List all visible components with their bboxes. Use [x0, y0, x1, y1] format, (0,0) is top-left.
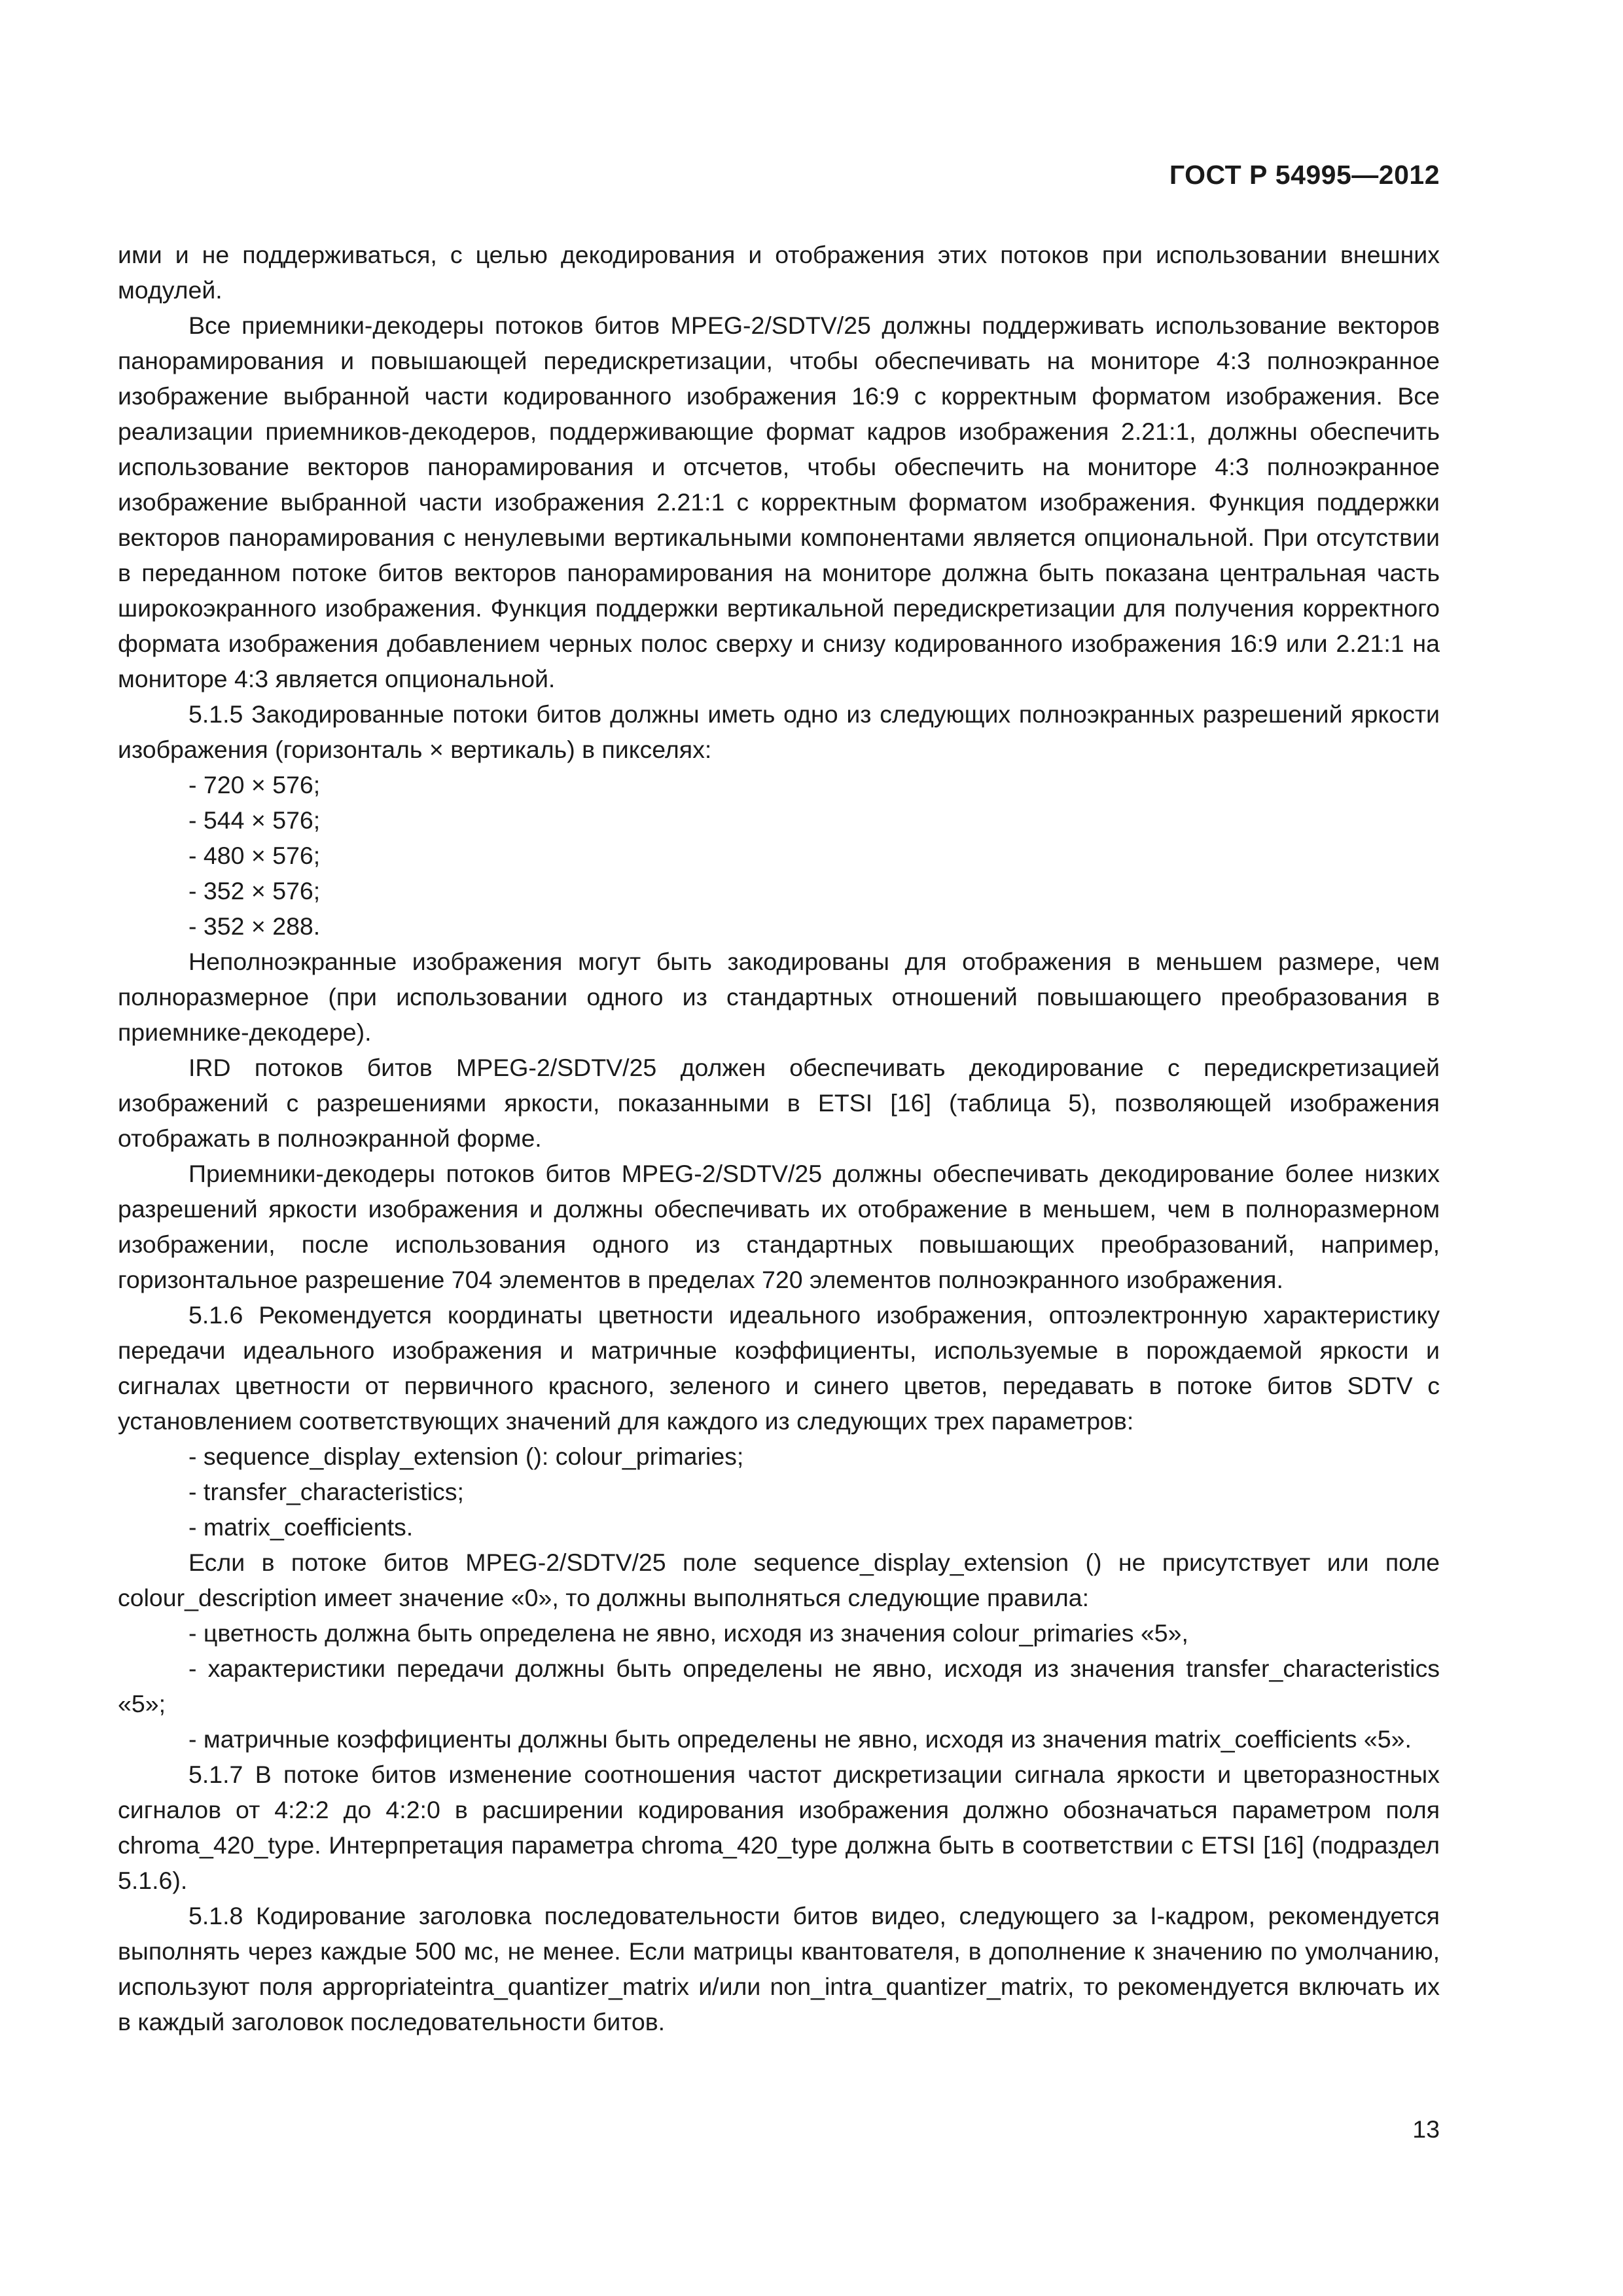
document-body [118, 237, 1440, 2039]
rules-list [118, 1615, 1440, 1757]
list-item: - характеристики передачи должны быть определены не явно, исходя из значения transfer_characteristics «5»; [118, 1655, 1440, 1717]
paragraph-colour-description: Если в потоке битов MPEG-2/SDTV/25 поле sequence_display_extension () не присутствует или поле colour_description имеет значение «0», то должны выполняться следующие правила: [118, 1549, 1440, 1611]
paragraph-ird: IRD потоков битов MPEG-2/SDTV/25 должен обеспечивать декодирование с передискретизацией изображений с разрешениями яркости, показанными в ETSI [16] (таблица 5), позволяющей изображения отображать в полноэкранной форме. [118, 1054, 1440, 1152]
list-item: - 352 × 576; [188, 877, 321, 905]
list-item: - 720 × 576; [188, 771, 321, 798]
paragraph-5-1-6: 5.1.6 Рекомендуется координаты цветности идеального изображения, оптоэлектронную характеристику передачи идеального изображения и матричные коэффициенты, используемые в порождаемой яркости и сигналах цветности от первичного красного, зеленого и синего цветов, передавать в потоке битов SDTV с установлением соответствующих значений для каждого из следующих трех параметров: [118, 1301, 1440, 1435]
list-item: - 352 × 288. [188, 912, 321, 940]
paragraph-pan-scan: Все приемники-декодеры потоков битов MPEG-2/SDTV/25 должны поддерживать использование векторов панорамирования и повышающей передискретизации, чтобы обеспечивать на мониторе 4:3 полноэкранное изображение выбранной части кодированного изображения 16:9 с корректным форматом изображения. Все реализации приемников-декодеров, поддерживающие формат кадров изображения 2.21:1, должны обеспечить использование векторов панорамирования и отсчетов, чтобы обеспечить на мониторе 4:3 полноэкранное изображение выбранной части изображения 2.21:1 с корректным форматом изображения. Функция поддержки векторов панорамирования с ненулевыми вертикальными компонентами является опциональной. При отсутствии в переданном потоке битов векторов панорамирования на мониторе должна быть показана центральная часть широкоэкранного изображения. Функция поддержки вертикальной передискретизации для получения корректного формата изображения добавлением черных полос сверху и снизу кодированного изображения 16:9 или 2.21:1 на мониторе 4:3 является опциональной. [118, 312, 1440, 692]
list-item: - matrix_coefficients. [188, 1513, 414, 1541]
paragraph-5-1-5: 5.1.5 Закодированные потоки битов должны иметь одно из следующих полноэкранных разрешений яркости изображения (горизонталь × вертикаль) в пикселях: [118, 700, 1440, 763]
parameter-list [118, 1439, 1440, 1545]
resolution-list [118, 767, 1440, 944]
paragraph-continuation: ими и не поддерживаться, с целью декодирования и отображения этих потоков при использовании внешних модулей. [118, 241, 1440, 304]
paragraph-lower-resolutions: Приемники-декодеры потоков битов MPEG-2/SDTV/25 должны обеспечивать декодирование более низких разрешений яркости изображения и должны обеспечивать их отображение в меньшем, чем в полноразмерном изображении, после использования одного из стандартных повышающих преобразований, например, горизонтальное разрешение 704 элементов в пределах 720 элементов полноэкранного изображения. [118, 1160, 1440, 1293]
list-item: - sequence_display_extension (): colour_primaries; [188, 1443, 744, 1470]
page-number: 13 [1412, 2115, 1440, 2143]
list-item: - 544 × 576; [188, 806, 321, 834]
document-id-header: ГОСТ Р 54995—2012 [1169, 160, 1440, 190]
paragraph-non-fullscreen: Неполноэкранные изображения могут быть закодированы для отображения в меньшем размере, чем полноразмерное (при использовании одного из стандартных отношений повышающего преобразования в приемнике-декодере). [118, 948, 1440, 1046]
list-item: - 480 × 576; [188, 842, 321, 869]
list-item: - цветность должна быть определена не явно, исходя из значения colour_primaries «5», [188, 1619, 1188, 1647]
paragraph-5-1-7: 5.1.7 В потоке битов изменение соотношения частот дискретизации сигнала яркости и цветоразностных сигналов от 4:2:2 до 4:2:0 в расширении кодирования изображения должно обозначаться параметром поля chroma_420_type. Интерпретация параметра chroma_420_type должна быть в соответствии с ETSI [16] (подраздел 5.1.6). [118, 1761, 1440, 1894]
list-item: - transfer_characteristics; [188, 1478, 464, 1505]
list-item: - матричные коэффициенты должны быть определены не явно, исходя из значения matrix_coefficients «5». [188, 1725, 1412, 1753]
paragraph-5-1-8: 5.1.8 Кодирование заголовка последовательности битов видео, следующего за I-кадром, рекомендуется выполнять через каждые 500 мс, не менее. Если матрицы квантователя, в дополнение к значению по умолчанию, используют поля appropriateintra_quantizer_matrix и/или non_intra_quantizer_matrix, то рекомендуется включать их в каждый заголовок последовательности битов. [118, 1902, 1440, 2036]
